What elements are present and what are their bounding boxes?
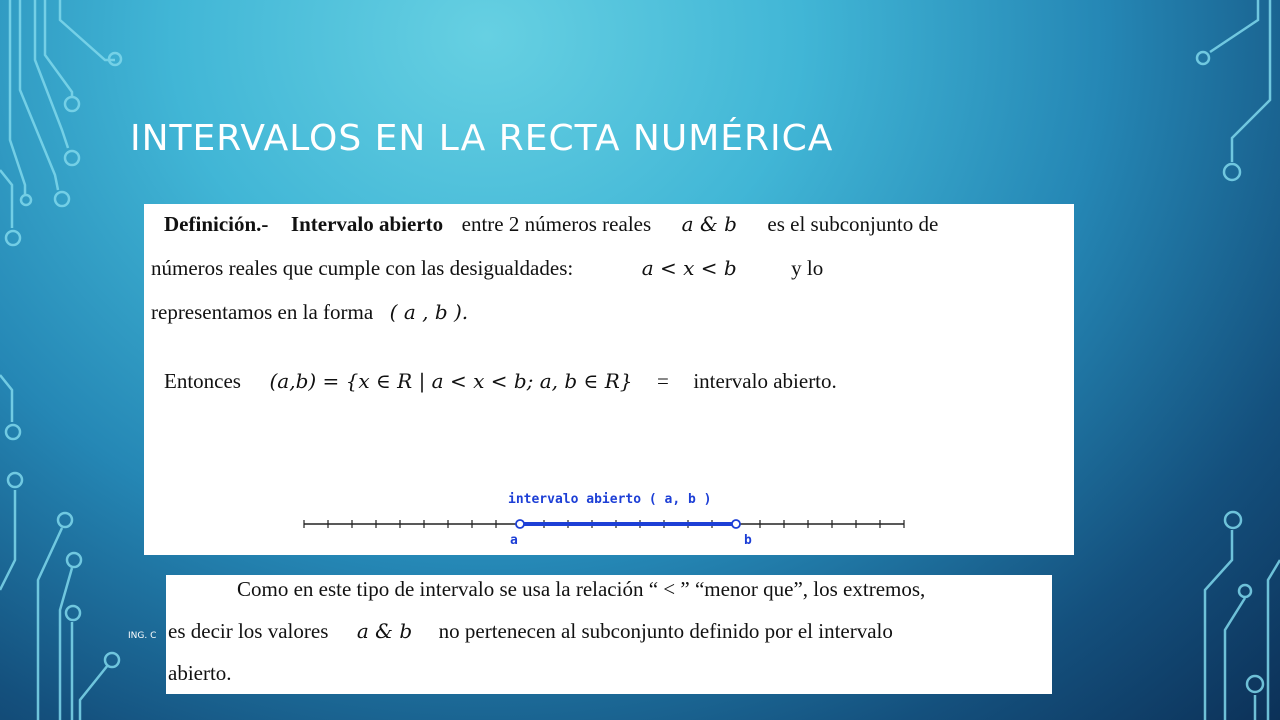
slide-title: INTERVALOS EN LA RECTA NUMÉRICA — [130, 118, 834, 159]
definition-label: Definición.- — [164, 212, 269, 236]
definition-text-2a: números reales que cumple con las desigualdades: — [151, 256, 574, 280]
note-line-3: abierto. — [168, 661, 232, 685]
definition-line-2 — [151, 256, 823, 281]
equals-sign: = — [656, 369, 669, 393]
definition-inequality: a < x < b — [641, 256, 737, 280]
note-line-1: Como en este tipo de intervalo se usa la relación “ < ” “menor que”, los extremos, — [237, 577, 926, 601]
definition-text-3a: representamos en la forma — [151, 300, 374, 324]
note-box — [166, 575, 1052, 694]
open-endpoint-b — [732, 520, 740, 528]
endpoint-label-a: a — [510, 533, 518, 548]
number-line-label: intervalo abierto ( a, b ) — [508, 492, 712, 507]
entonces-label: Entonces — [164, 369, 241, 393]
note-text-2b: no pertenecen al subconjunto definido por el intervalo — [438, 619, 893, 643]
definition-text-1a: entre 2 números reales — [461, 212, 652, 236]
slide-footer: ING. C — [128, 631, 157, 641]
definition-result: intervalo abierto. — [693, 369, 837, 393]
endpoint-label-b: b — [744, 533, 752, 548]
definition-text-2b: y lo — [791, 256, 824, 280]
definition-text-1b: es el subconjunto de — [767, 212, 939, 236]
open-endpoint-a — [516, 520, 524, 528]
set-notation: (a,b) = {x ∈ R | a < x < b; a, b ∈ R} — [269, 369, 633, 393]
definition-line-4 — [164, 369, 837, 394]
note-line-2 — [168, 619, 893, 644]
definition-line-3 — [151, 300, 468, 325]
definition-term: Intervalo abierto — [290, 212, 444, 236]
definition-box — [144, 204, 1074, 555]
definition-vars-1: a & b — [681, 212, 737, 236]
note-vars: a & b — [356, 619, 413, 643]
note-text-2a: es decir los valores — [168, 619, 329, 643]
number-line — [294, 504, 914, 548]
definition-form: ( a , b ). — [389, 300, 469, 324]
definition-line-1 — [164, 212, 938, 237]
